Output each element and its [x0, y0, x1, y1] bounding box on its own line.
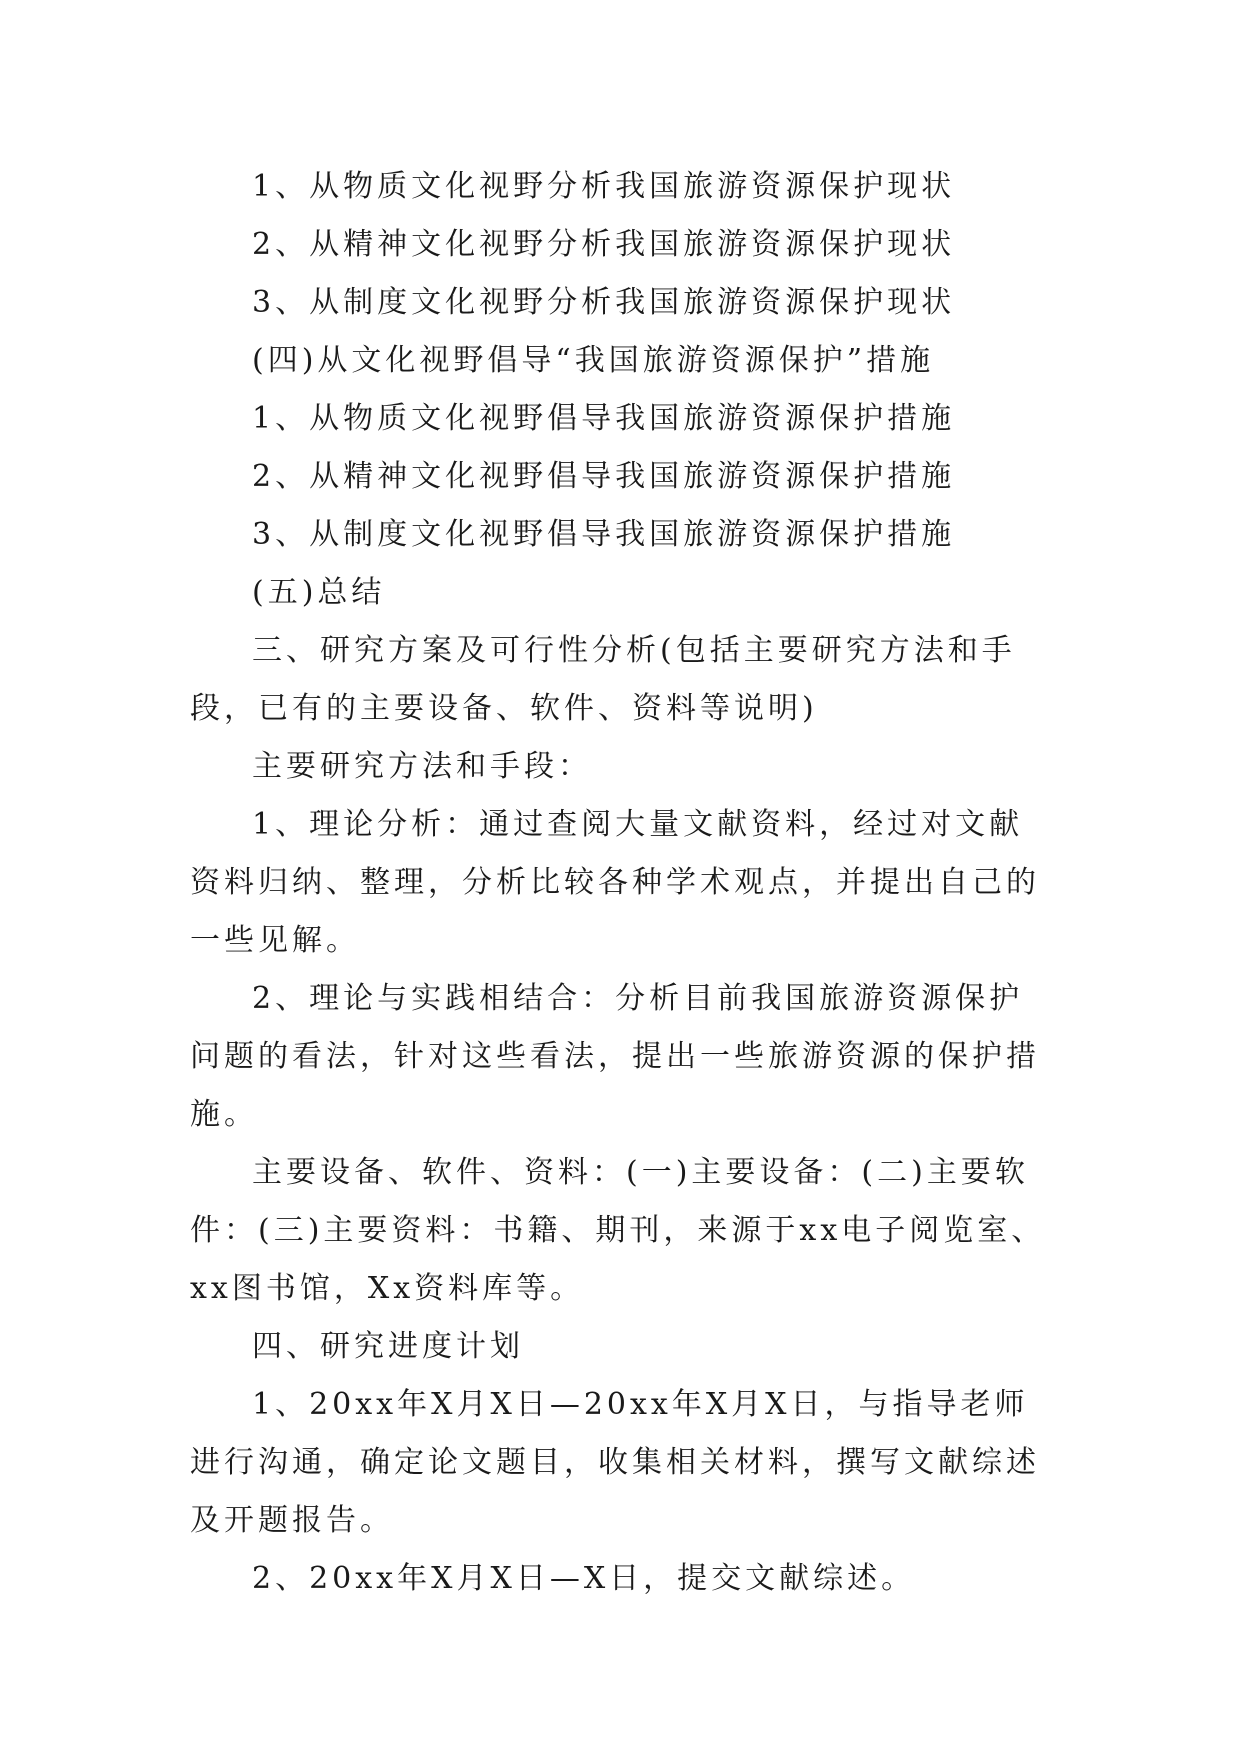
paragraph: 1、20xx年X月X日—20xx年X月X日，与指导老师进行沟通，确定论文题目，收集相关材料，撰写文献综述及开题报告。	[190, 1387, 1040, 1538]
paragraph: 1、理论分析：通过查阅大量文献资料，经过对文献资料归纳、整理，分析比较各种学术观点，并提出自己的一些见解。	[190, 807, 1040, 958]
paragraph: 主要设备、软件、资料：(一)主要设备：(二)主要软件：(三)主要资料：书籍、期刊，来源于xx电子阅览室、xx图书馆，Xx资料库等。	[190, 1155, 1046, 1306]
list-item: 2、从精神文化视野分析我国旅游资源保护现状	[252, 227, 956, 262]
section-heading: 三、研究方案及可行性分析(包括主要研究方法和手段，已有的主要设备、软件、资料等说明)	[190, 633, 1016, 726]
list-item: 3、从制度文化视野分析我国旅游资源保护现状	[252, 285, 956, 320]
section-heading: (五)总结	[252, 575, 386, 610]
paragraph: 2、20xx年X月X日—X日，提交文献综述。	[252, 1561, 916, 1596]
list-item: 2、从精神文化视野倡导我国旅游资源保护措施	[252, 459, 956, 494]
subheading: 主要研究方法和手段：	[252, 749, 592, 784]
document-body	[190, 158, 1055, 1608]
list-item: 3、从制度文化视野倡导我国旅游资源保护措施	[252, 517, 956, 552]
list-item: 1、从物质文化视野倡导我国旅游资源保护措施	[252, 401, 956, 436]
list-item: 1、从物质文化视野分析我国旅游资源保护现状	[252, 169, 956, 204]
paragraph: 2、理论与实践相结合：分析目前我国旅游资源保护问题的看法，针对这些看法，提出一些旅游资源的保护措施。	[190, 981, 1040, 1132]
section-heading: (四)从文化视野倡导“我国旅游资源保护”措施	[252, 343, 935, 378]
section-heading: 四、研究进度计划	[252, 1329, 524, 1364]
